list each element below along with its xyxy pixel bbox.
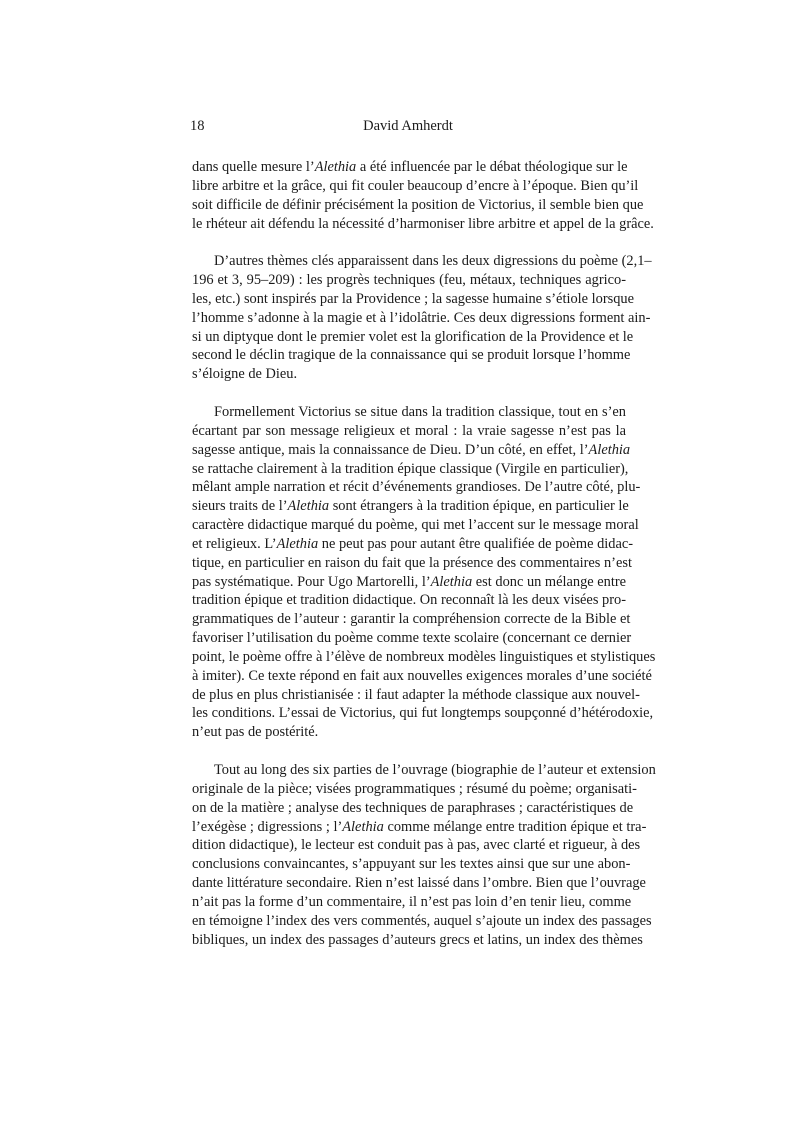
- text-run: en témoigne l’index des vers commentés, auquel s’ajoute un index des passages: [192, 912, 652, 929]
- text-line: [192, 780, 637, 799]
- page-header: [190, 118, 626, 138]
- text-run: et religieux. L’: [192, 535, 277, 552]
- text-run: le rhéteur ait défendu la nécessité d’harmoniser libre arbitre et appel de la grâce.: [192, 215, 654, 232]
- text-run: l’homme s’adonne à la magie et à l’idolâtrie. Ces deux digressions forment ain-: [192, 309, 651, 326]
- text-run: 196 et 3, 95–209) : les progrès techniques (feu, métaux, techniques agrico-: [192, 272, 626, 289]
- text-run: se rattache clairement à la tradition épique classique (Virgile en particulier),: [192, 460, 629, 477]
- text-run: à imiter). Ce texte répond en fait aux nouvelles exigences morales d’une société: [192, 667, 652, 684]
- text-line: [192, 610, 631, 629]
- text-run: caractère didactique marqué du poème, qui met l’accent sur le message moral: [192, 517, 639, 534]
- text-run: originale de la pièce; visées programmatiques ; résumé du poème; organisati-: [192, 780, 637, 797]
- text-run: mêlant ample narration et récit d’événements grandioses. De l’autre côté, plu-: [192, 479, 641, 496]
- text-run: sont étrangers à la tradition épique, en particulier le: [329, 498, 629, 515]
- text-line: [192, 912, 652, 931]
- text-line: [192, 271, 626, 290]
- text-line: [192, 686, 640, 705]
- paragraph: [192, 761, 656, 949]
- italic-title: Alethia: [276, 535, 319, 552]
- text-line: [192, 196, 644, 215]
- italic-title: Alethia: [430, 573, 473, 590]
- text-line: [192, 365, 626, 384]
- text-run: Formellement Victorius se situe dans la tradition classique, tout en s’en: [214, 403, 626, 420]
- text-line: [192, 855, 631, 874]
- text-run: libre arbitre et la grâce, qui fit couler beaucoup d’encre à l’époque. Bien qu’il: [192, 177, 639, 194]
- text-run: les conditions. L’essai de Victorius, qui fut longtemps soupçonné d’hétérodoxie,: [192, 705, 654, 722]
- italic-title: Alethia: [314, 159, 357, 175]
- text-run: on de la matière ; analyse des techniques de paraphrases ; caractéristiques de: [192, 799, 634, 816]
- text-line: [192, 573, 626, 592]
- paragraph-gap: [192, 742, 626, 761]
- text-line: [192, 497, 629, 516]
- text-run: sagesse antique, mais la connaissance de Dieu. D’un côté, en effet, l’: [192, 441, 589, 458]
- text-run: conclusions convaincantes, s’appuyant sur les textes ainsi que sur une abon-: [192, 856, 631, 873]
- text-line: [192, 836, 641, 855]
- text-line: [192, 460, 629, 479]
- text-run: second le déclin tragique de la connaissance qui se produit lorsque l’homme: [192, 347, 631, 364]
- text-run: l’exégèse ; digressions ; l’: [192, 818, 343, 835]
- text-run: ne peut pas pour autant être qualifiée de poème didac-: [318, 535, 634, 552]
- text-run: bibliques, un index des passages d’auteurs grecs et latins, un index des thèmes: [192, 931, 643, 948]
- text-line: [192, 158, 626, 177]
- text-line: [192, 422, 626, 441]
- text-line: [192, 591, 626, 610]
- text-line: [192, 478, 641, 497]
- page-body: [192, 158, 656, 949]
- text-line: [192, 799, 634, 818]
- text-run: tique, en particulier en raison du fait que la présence des commentaires n’est: [192, 554, 632, 571]
- text-run: si un diptyque dont le premier volet est la glorification de la Providence et le: [192, 328, 634, 345]
- text-run: Tout au long des six parties de l’ouvrage (biographie de l’auteur et extension: [214, 762, 656, 778]
- italic-title: Alethia: [588, 441, 631, 458]
- text-run: tradition épique et tradition didactique. On reconnaît là les deux visées pro-: [192, 592, 626, 609]
- text-run: dition didactique), le lecteur est conduit pas à pas, avec clarté et rigueur, à des: [192, 837, 641, 854]
- paragraph-gap: [192, 384, 626, 403]
- text-line: [192, 723, 626, 742]
- text-run: dans quelle mesure l’: [192, 159, 315, 175]
- text-line: [192, 648, 656, 667]
- text-run: soit difficile de définir précisément la position de Victorius, il semble bien que: [192, 196, 644, 213]
- text-line: [192, 346, 631, 365]
- text-run: n’ait pas la forme d’un commentaire, il n’est pas loin d’en tenir lieu, comme: [192, 893, 632, 910]
- text-run: a été influencée par le débat théologique sur le: [356, 159, 628, 175]
- text-line: [192, 403, 626, 422]
- text-run: favoriser l’utilisation du poème comme texte scolaire (concernant ce dernier: [192, 630, 632, 647]
- paragraph-gap: [192, 233, 626, 252]
- text-line: [192, 667, 652, 686]
- text-line: [192, 290, 634, 309]
- text-run: comme mélange entre tradition épique et tra-: [383, 818, 647, 835]
- text-run: dante littérature secondaire. Rien n’est laissé dans l’ombre. Bien que l’ouvrage: [192, 875, 646, 892]
- text-run: de plus en plus christianisée : il faut adapter la méthode classique aux nouvel-: [192, 686, 640, 703]
- text-run: point, le poème offre à l’élève de nombreux modèles linguistiques et stylistiques: [192, 648, 656, 665]
- text-line: [192, 893, 632, 912]
- text-run: D’autres thèmes clés apparaissent dans les deux digressions du poème (2,1–: [214, 253, 652, 270]
- text-line: [192, 874, 646, 893]
- text-run: les, etc.) sont inspirés par la Providence ; la sagesse humaine s’étiole lorsque: [192, 290, 634, 307]
- text-run: n’eut pas de postérité.: [192, 724, 319, 741]
- text-line: [192, 328, 634, 347]
- page-number: 18: [190, 118, 205, 134]
- paragraph: [192, 158, 654, 233]
- text-run: s’éloigne de Dieu.: [192, 366, 298, 383]
- text-run: est donc un mélange entre: [472, 573, 627, 590]
- text-run: sieurs traits de l’: [192, 498, 288, 515]
- text-run: écartant par son message religieux et moral : la vraie sagesse n’est pas la: [192, 422, 626, 439]
- text-line: [192, 761, 656, 780]
- running-head: David Amherdt: [363, 118, 453, 134]
- text-line: [192, 629, 632, 648]
- text-line: [192, 931, 643, 950]
- text-line: [192, 535, 634, 554]
- text-line: [192, 554, 632, 573]
- italic-title: Alethia: [342, 818, 384, 835]
- text-line: [192, 516, 639, 535]
- paragraph: [192, 403, 656, 742]
- text-run: pas systématique. Pour Ugo Martorelli, l’: [192, 573, 431, 590]
- text-line: [192, 441, 631, 460]
- text-line: [192, 252, 652, 271]
- text-line: [192, 818, 647, 837]
- text-run: grammatiques de l’auteur : garantir la compréhension correcte de la Bible et: [192, 611, 631, 628]
- text-line: [192, 215, 654, 234]
- text-line: [192, 177, 639, 196]
- paragraph: [192, 252, 652, 384]
- text-line: [192, 704, 654, 723]
- italic-title: Alethia: [287, 498, 330, 515]
- text-line: [192, 309, 651, 328]
